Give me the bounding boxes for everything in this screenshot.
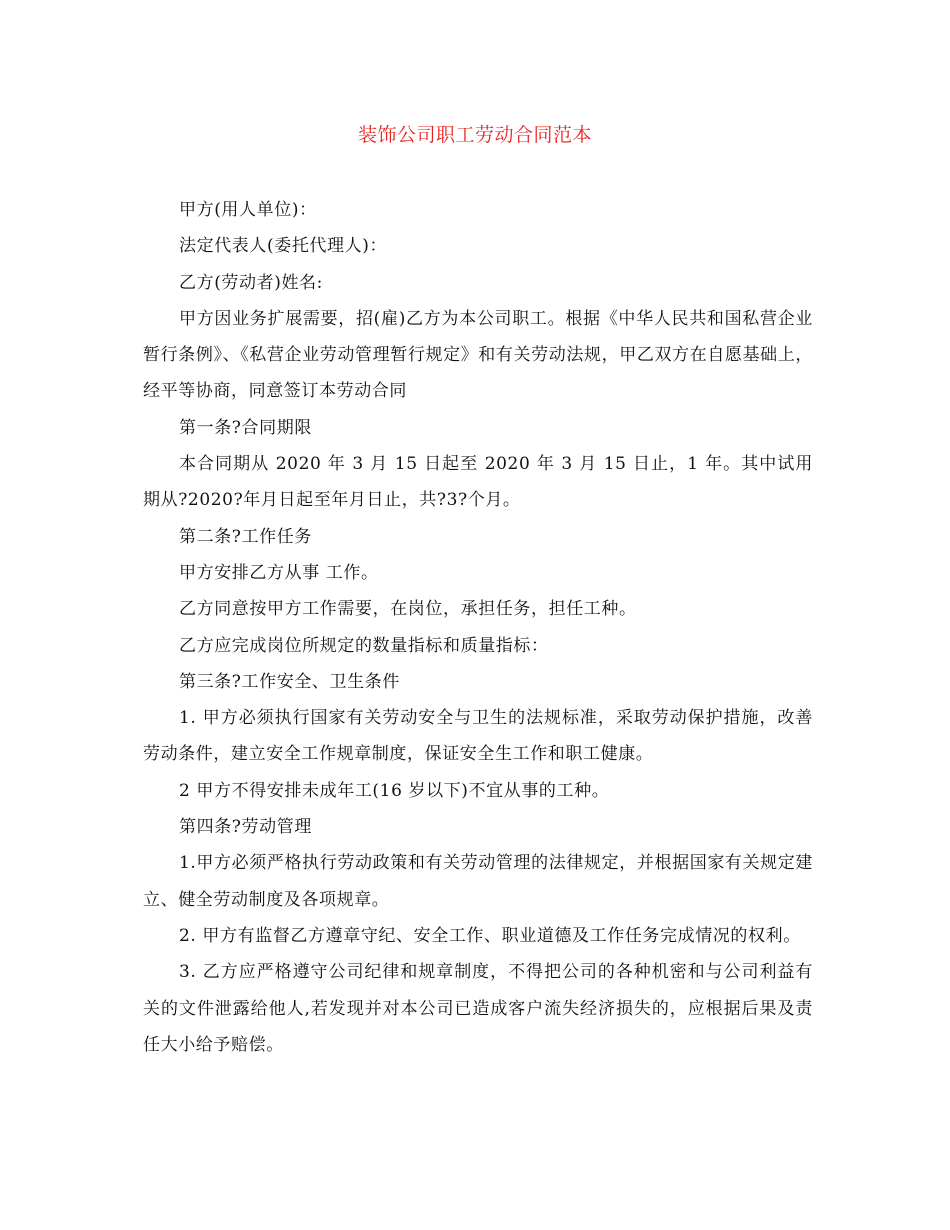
article-1-term-paragraph: 本合同期从 2020 年 3 月 15 日起至 2020 年 3 月 15 日止，1 年。其中试用期从?2020?年月日起至年月日止，共?3?个月。: [143, 454, 813, 511]
document-body: [143, 192, 813, 1063]
preamble-paragraph: 甲方因业务扩展需要，招(雇)乙方为本公司职工。根据《中华人民共和国私营企业暂行条例》、《私营企业劳动管理暂行规定》和有关劳动法规，甲乙双方在自愿基础上，经平等协商，同意签订本劳动合同: [143, 308, 813, 402]
legal-representative-line: 法定代表人(委托代理人)：: [179, 236, 388, 257]
article-2-assignment: 甲方安排乙方从事 工作。: [179, 562, 379, 583]
article-1-heading: 第一条?合同期限: [179, 417, 312, 438]
article-2-targets: 乙方应完成岗位所规定的数量指标和质量指标：: [179, 635, 549, 656]
article-4-item-2: 2. 甲方有监督乙方遵章守纪、安全工作、职业道德及工作任务完成情况的权利。: [179, 925, 801, 946]
article-3-item-2: 2 甲方不得安排未成年工(16 岁以下)不宜从事的工种。: [179, 780, 610, 801]
party-b-line: 乙方(劳动者)姓名:: [179, 272, 323, 293]
party-a-line: 甲方(用人单位)：: [179, 200, 317, 220]
article-4-heading: 第四条?劳动管理: [179, 817, 312, 838]
article-2-agreement: 乙方同意按甲方工作需要，在岗位，承担任务，担任工种。: [179, 599, 637, 620]
document-title: 装饰公司职工劳动合同范本: [357, 124, 592, 146]
article-3-heading: 第三条?工作安全、卫生条件: [179, 671, 400, 692]
article-4-item-3: 3. 乙方应严格遵守公司纪律和规章制度，不得把公司的各种机密和与公司利益有关的文件泄露给他人,若发现并对本公司已造成客户流失经济损失的，应根据后果及责任大小给予赔偿。: [143, 962, 813, 1055]
article-2-heading: 第二条?工作任务: [179, 526, 312, 547]
article-3-item-1: 1. 甲方必须执行国家有关劳动安全与卫生的法规标准，采取劳动保护措施，改善劳动条件，建立安全工作规章制度，保证安全生工作和职工健康。: [143, 708, 813, 765]
article-4-item-1: 1.甲方必须严格执行劳动政策和有关劳动管理的法律规定，并根据国家有关规定建立、健全劳动制度及各项规章。: [143, 853, 813, 910]
